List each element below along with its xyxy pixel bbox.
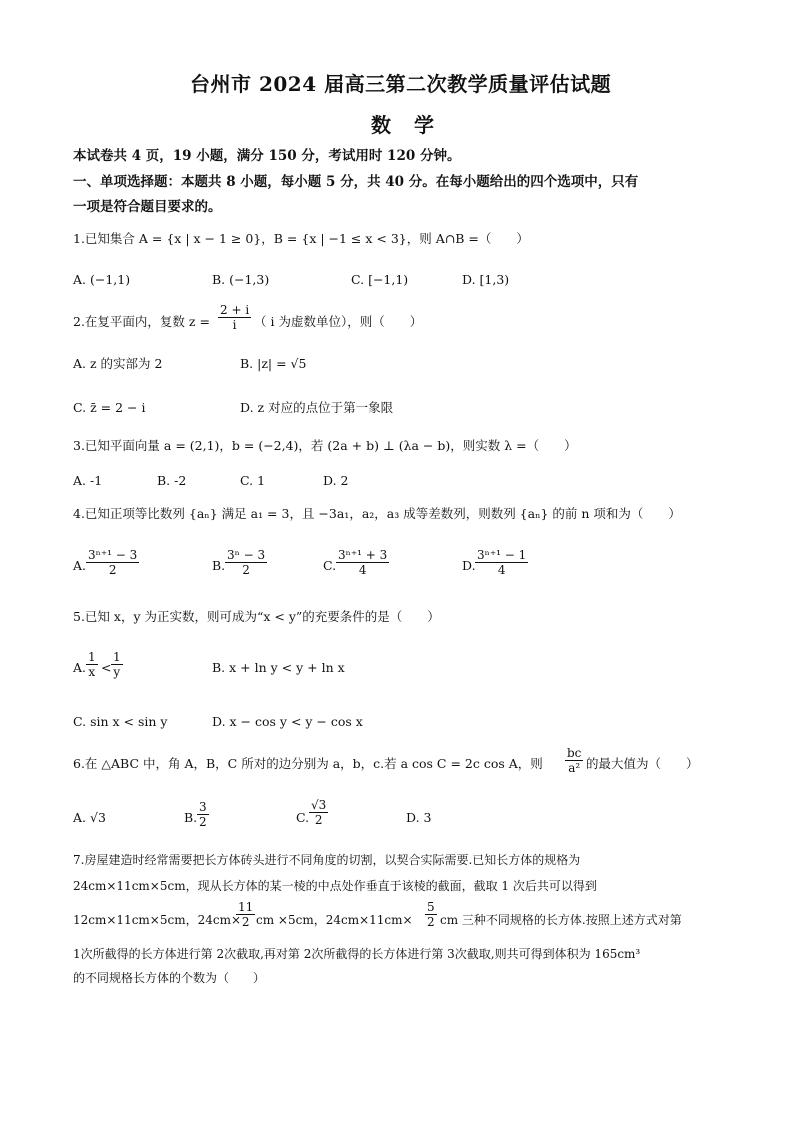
q6-c-num: √3: [311, 798, 327, 812]
q5-option-b: B. x + ln y < y + ln x: [212, 660, 345, 675]
q4-d-num: 3ⁿ⁺¹ − 1: [477, 548, 527, 562]
q6-c-den: 2: [314, 813, 323, 827]
q7-f2-den: 2: [427, 915, 435, 929]
q7-line1: 7.房屋建造时经常需要把长方体砖头进行不同角度的切割，以契合实际需要.已知长方体的规格为: [73, 853, 581, 867]
q6-option-c-label: C.: [296, 810, 310, 825]
q6-option-b-fraction: [197, 800, 209, 829]
q6-option-b-label: B.: [184, 810, 198, 825]
section-heading-line2: 一项是符合题目要求的。: [73, 199, 222, 215]
q2-fraction: [218, 303, 251, 332]
q4-b-num: 3ⁿ − 3: [227, 548, 266, 562]
q5-a-den2: y: [113, 665, 121, 679]
q7-line5: 的不同规格长方体的个数为（ ）: [73, 971, 266, 985]
q4-option-a-label: A.: [73, 558, 87, 573]
q7-line3-b: cm ×5cm，24cm×11cm×: [256, 913, 413, 927]
q7-f1-num: 11: [238, 900, 254, 914]
q4-option-c-fraction: [336, 548, 389, 577]
q3-option-c: C. 1: [240, 473, 266, 488]
q2-option-a: A. z 的实部为 2: [73, 356, 163, 371]
q1-option-d: D. [1,3): [462, 272, 510, 287]
q2-frac-den: i: [232, 318, 237, 332]
q6-frac-den: a²: [568, 761, 581, 775]
q1-option-c: C. [−1,1): [351, 272, 409, 287]
q4-a-den: 2: [108, 563, 117, 577]
q1-option-b: B. (−1,3): [212, 272, 270, 287]
q4-stem: 4.已知正项等比数列 {aₙ} 满足 a₁ = 3，且 −3a₁，a₂，a₃ 成等差数列，则数列 {aₙ} 的前 n 项和为（ ）: [73, 506, 681, 521]
q6-stem-pre: 6.在 △ABC 中，角 A，B，C 所对的边分别为 a，b，c.若 a cos C = 2c cos A，则: [73, 756, 543, 771]
q7-line2: 24cm×11cm×5cm，现从长方体的某一棱的中点处作垂直于该棱的截面，截取 1 次后共可以得到: [73, 879, 597, 893]
q5-a-den1: x: [88, 665, 96, 679]
q4-option-a-fraction: [86, 548, 139, 577]
q2-option-c: C. z̄ = 2 − i: [73, 400, 146, 415]
q7-f1-den: 2: [241, 915, 250, 929]
q7-line4: 1次所截得的长方体进行第 2次截取,再对第 2次所截得的长方体进行第 3次截取,则共可得到体积为 165cm³: [73, 947, 641, 961]
q2-option-d: D. z 对应的点位于第一象限: [240, 400, 394, 415]
section-heading-line1: 一、单项选择题：本题共 8 小题，每小题 5 分，共 40 分。在每小题给出的四个选项中，只有: [73, 174, 639, 190]
page-title: 台州市 2024 届高三第二次教学质量评估试题: [190, 72, 612, 96]
q7-line3-c: cm 三种不同规格的长方体.按照上述方式对第: [440, 913, 682, 927]
subject-title: 数 学: [371, 113, 442, 137]
q4-c-num: 3ⁿ⁺¹ + 3: [338, 548, 388, 562]
q5-option-a-frac2: [111, 650, 123, 679]
q1-stem: 1.已知集合 A = {x | x − 1 ≥ 0}，B = {x | −1 ≤ x < 3}，则 A∩B =（ ）: [73, 231, 529, 246]
q2-stem-post: （ i 为虚数单位），则（ ）: [254, 314, 423, 329]
q4-option-d-label: D.: [462, 558, 476, 573]
q5-a-num2: 1: [113, 650, 121, 664]
q5-option-a-frac1: [86, 650, 98, 679]
q3-stem: 3.已知平面向量 a = (2,1)，b = (−2,4)，若 (2a + b) ⊥ (λa − b)，则实数 λ =（ ）: [73, 438, 577, 453]
q7-f2-num: 5: [427, 900, 435, 914]
q5-option-d: D. x − cos y < y − cos x: [212, 714, 363, 729]
q4-option-b-fraction: [225, 548, 267, 577]
q3-option-b: B. -2: [157, 473, 187, 488]
q4-b-den: 2: [242, 563, 250, 577]
q4-option-d-fraction: [475, 548, 528, 577]
q7-fraction-1: [236, 900, 255, 929]
q7-line3-a: 12cm×11cm×5cm，24cm×: [73, 913, 242, 927]
q2-option-b: B. |z| = √5: [240, 356, 307, 371]
q4-option-b-label: B.: [212, 558, 226, 573]
exam-intro: 本试卷共 4 页，19 小题，满分 150 分，考试用时 120 分钟。: [73, 148, 461, 164]
q5-option-a-lt: <: [101, 660, 112, 675]
q2-frac-num: 2 + i: [220, 303, 250, 317]
q2-stem-pre: 2.在复平面内，复数 z =: [73, 314, 210, 329]
q5-a-num1: 1: [88, 650, 96, 664]
q5-option-a-label: A.: [73, 660, 87, 675]
q6-option-c-fraction: [309, 798, 328, 827]
q6-option-a: A. √3: [73, 810, 106, 825]
q5-option-c: C. sin x < sin y: [73, 714, 168, 729]
q4-option-c-label: C.: [323, 558, 337, 573]
q4-a-num: 3ⁿ⁺¹ − 3: [88, 548, 138, 562]
q5-stem: 5.已知 x，y 为正实数，则可成为“x < y”的充要条件的是（ ）: [73, 609, 440, 624]
q3-option-a: A. -1: [73, 473, 103, 488]
q4-c-den: 4: [358, 563, 367, 577]
q7-fraction-2: [425, 900, 437, 929]
q6-frac-num: bc: [567, 746, 582, 760]
q1-option-a: A. (−1,1): [73, 272, 131, 287]
q6-stem-post: 的最大值为（ ）: [586, 756, 699, 771]
q6-b-num: 3: [199, 800, 207, 814]
q3-option-d: D. 2: [323, 473, 349, 488]
q6-option-d: D. 3: [406, 810, 432, 825]
q6-fraction: [565, 746, 583, 775]
q4-d-den: 4: [497, 563, 506, 577]
q6-b-den: 2: [199, 815, 207, 829]
